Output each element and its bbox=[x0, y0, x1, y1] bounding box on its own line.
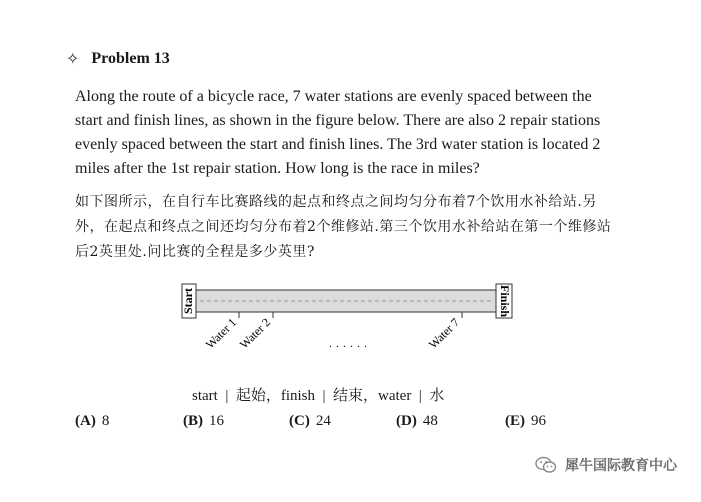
start-label: Start bbox=[181, 288, 195, 314]
route-track bbox=[196, 290, 496, 312]
finish-label: Finish bbox=[498, 284, 512, 318]
watermark-text: 犀牛国际教育中心 bbox=[565, 458, 677, 474]
ellipsis: · · · · · · bbox=[328, 339, 368, 353]
choice-a[interactable]: (A) 8 bbox=[75, 413, 110, 429]
choice-d[interactable]: (D) 48 bbox=[396, 413, 438, 429]
race-route-figure bbox=[170, 280, 530, 380]
footer-watermark bbox=[535, 455, 677, 475]
choice-b[interactable]: (B) 16 bbox=[183, 413, 224, 429]
problem-text-english: Along the route of a bicycle race, 7 water stations are evenly spaced between the start and finish lines, as shown in the figure below. There are also 2 repair stations evenly spaced between the start and finish lines. The 3rd water station is located 2 miles after the 1st repair station. How long is the race in miles? bbox=[75, 88, 601, 177]
wechat-icon bbox=[535, 456, 557, 474]
problem-header bbox=[66, 49, 170, 69]
water-1-label: Water 1 bbox=[202, 315, 240, 352]
choice-c[interactable]: (C) 24 bbox=[289, 413, 331, 429]
problem-text-chinese: 如下图所示，在自行车比赛路线的起点和终点之间均匀分布着7个饮用水补给站.另外，在起点和终点之间还均匀分布着2个维修站.第三个饮用水补给站在第一个维修站后2英里处.问比赛的全程是多少英里? bbox=[75, 194, 612, 260]
answer-choices bbox=[75, 413, 595, 435]
water-2-label: Water 2 bbox=[236, 315, 274, 352]
translation-legend: start | 起始，finish | 结束，water | 水 bbox=[192, 388, 445, 404]
choice-e[interactable]: (E) 96 bbox=[505, 413, 546, 429]
diamond-icon: ✧ bbox=[66, 51, 80, 68]
water-7-label: Water 7 bbox=[425, 315, 463, 352]
problem-title: Problem 13 bbox=[91, 50, 170, 67]
